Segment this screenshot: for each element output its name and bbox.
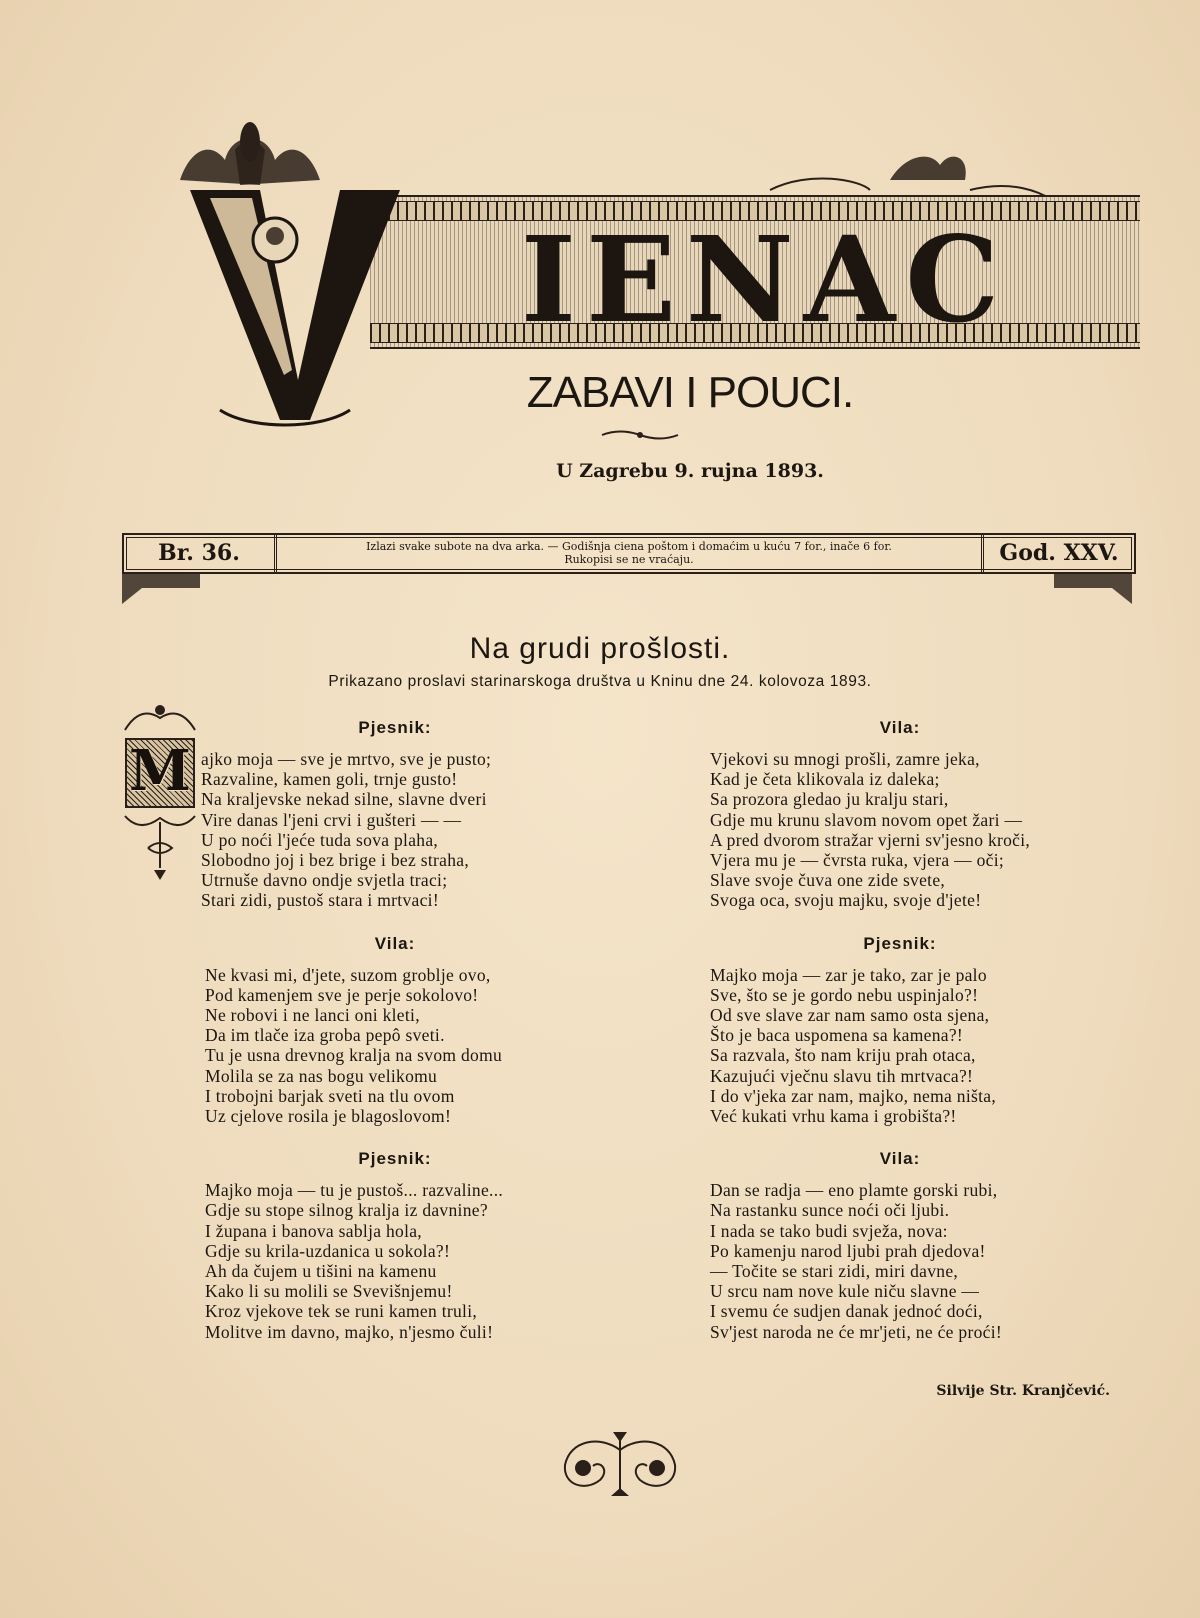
volume-year: God. XXV. [999,540,1119,566]
verse-line: I nada se tako budi svježa, nova: [710,1220,948,1241]
drop-cap-top-flourish-icon [120,700,200,736]
verse-line: A pred dvorom stražar vjerni sv'jesno kroči, [710,829,1031,850]
stanza-block [710,1146,1090,1342]
verse-line: Sve, što se je gordo nebu uspinjalo?! [710,984,979,1005]
stanza-block [710,715,1090,911]
verse-line: Vjekovi su mnogi prošli, zamre jeka, [710,749,980,769]
dateline: U Zagrebu 9. rujna 1893. [556,460,824,482]
verse-line: Kazujući vječnu slavu tih mrtvaca?! [710,1065,974,1086]
stanza-block [205,1146,585,1342]
verse-line: Stari zidi, pustoš stara i mrtvaci! [201,890,439,911]
verse-line: Ne kvasi mi, d'jete, suzom groblje ovo, [205,964,491,985]
poem-column-left [201,715,585,1342]
drop-cap-letter: M [125,738,195,808]
verse-line: Gdje su stope silnog kralja iz davnine? [205,1200,488,1221]
verse-line: Na rastanku sunce noći oči ljubi. [710,1200,950,1221]
verse-line: U srcu nam nove kule niču slavne — [710,1281,980,1302]
verse-line: Vire danas l'jeni crvi i gušteri — — [201,809,462,830]
subscription-info-line2: Rukopisi se ne vraćaju. [564,553,694,566]
verse-line: Utrnuše davno ondje svjetla traci; [201,870,448,891]
stanza [205,965,585,1127]
ribbon-left-ornament [122,574,200,604]
verse-line: Kako li su molili se Svevišnjemu! [205,1281,453,1302]
verse-line: I svemu će sudjen danak jednoć doći, [710,1301,983,1322]
speaker-label: Pjesnik: [863,933,937,953]
verse-line: Sv'jest naroda ne će mr'jeti, ne će proći! [710,1321,1002,1342]
speaker-label: Vila: [879,1149,921,1169]
verse-line: Slobodno joj i bez brige i bez straha, [201,850,470,871]
verse-line: Majko moja — tu je pustoš... razvaline... [205,1180,504,1201]
poem-subtitle: Prikazano proslavi starinarskoga društva u Kninu dne 24. kolovoza 1893. [328,673,872,690]
stanza [710,749,1090,911]
verse-line: Dan se radja — eno plamte gorski rubi, [710,1180,998,1201]
stanza-block [201,715,585,911]
stanza-block [205,931,585,1127]
subscription-info-line1: Izlazi svake subote na dva arka. — Godišnja ciena poštom i domaćim u kuću 7 for., inače 6 for. [366,540,892,553]
verse-line: Majko moja — zar je tako, zar je palo [710,964,987,985]
subscription-info [277,535,984,572]
verse-line: U po noći l'jeće tuda sova plaha, [201,829,439,850]
masthead [170,120,1090,520]
drop-cap-ornament [120,700,200,885]
masthead-subtitle: ZABAVI I POUCI. [526,368,854,417]
tailpiece-ornament-icon [555,1430,685,1502]
ornamental-initial-v [180,180,410,430]
verse-line: Što je baca uspomena sa kamena?! [710,1025,964,1046]
verse-line: Vjera mu je — čvrsta ruka, vjera — oči; [710,850,1005,871]
verse-line: Gdje mu krunu slavom novom opet žari — [710,809,1023,830]
stanza [201,749,585,911]
verse-line: Razvaline, kamen goli, trnje gusto! [201,769,458,790]
verse-line: ajko moja — sve je mrtvo, sve je pusto; [201,749,492,769]
stanza [710,1180,1090,1342]
verse-line: Od sve slave zar nam samo osta sjena, [710,1005,990,1026]
verse-line: Molitve im davno, majko, n'jesmo čuli! [205,1321,494,1342]
verse-line: Sa prozora gledao ju kralju stari, [710,789,949,810]
speaker-label: Pjesnik: [358,1149,432,1169]
verse-line: Po kamenju narod ljubi prah djedova! [710,1240,986,1261]
verse-line: Sa razvala, što nam kriju prah otaca, [710,1045,976,1066]
verse-line: Na kraljevske nekad silne, slavne dveri [201,789,487,810]
speaker-label: Vila: [374,933,416,953]
ribbon-right-ornament [1054,574,1132,604]
verse-line: Svoga oca, svoju majku, svoje d'jete! [710,890,982,911]
stanza-block [710,931,1090,1127]
verse-line: Kad je četa klikovala iz daleka; [710,769,940,790]
verse-line: Već kukati vrhu kama i grobišta?! [710,1106,957,1127]
divider-flourish-icon [600,428,680,442]
verse-line: Kroz vjekove tek se runi kamen truli, [205,1301,478,1322]
stanza [205,1180,585,1342]
verse-line: Molila se za nas bogu velikomu [205,1065,438,1086]
verse-line: I trobojni barjak sveti na tlu ovom [205,1085,455,1106]
poem-title: Na grudi prošlosti. [469,632,731,665]
speaker-label: Vila: [879,718,921,737]
verse-line: Gdje su krila-uzdanica u sokola?! [205,1240,451,1261]
verse-line: Slave svoje čuva one zide svete, [710,870,946,891]
verse-line: Da im tlače iza groba pepô sveti. [205,1025,445,1046]
speaker-label: Pjesnik: [358,718,432,737]
drop-cap-bottom-flourish-icon [120,808,200,884]
masthead-title [395,210,1135,349]
verse-line: I župana i banova sablja hola, [205,1220,422,1241]
title-rest: IENAC [520,210,1010,349]
verse-line: — Točite se stari zidi, miri davne, [710,1261,959,1282]
poem-column-right [710,715,1090,1342]
verse-line: Tu je usna drevnog kralja na svom domu [205,1045,503,1066]
stanza [710,965,1090,1127]
author-signature: Silvije Str. Kranjčević. [936,1383,1110,1399]
verse-line: Uz cjelove rosila je blagoslovom! [205,1106,452,1127]
issue-number: Br. 36. [124,535,277,572]
verse-line: Ne robovi i ne lanci oni kleti, [205,1005,420,1026]
verse-line: Ah da čujem u tišini na kamenu [205,1261,437,1282]
verse-line: I do v'jeka zar nam, majko, nema ništa, [710,1085,997,1106]
issue-info-bar [122,533,1136,574]
verse-line: Pod kamenjem sve je perje sokolovo! [205,984,479,1005]
